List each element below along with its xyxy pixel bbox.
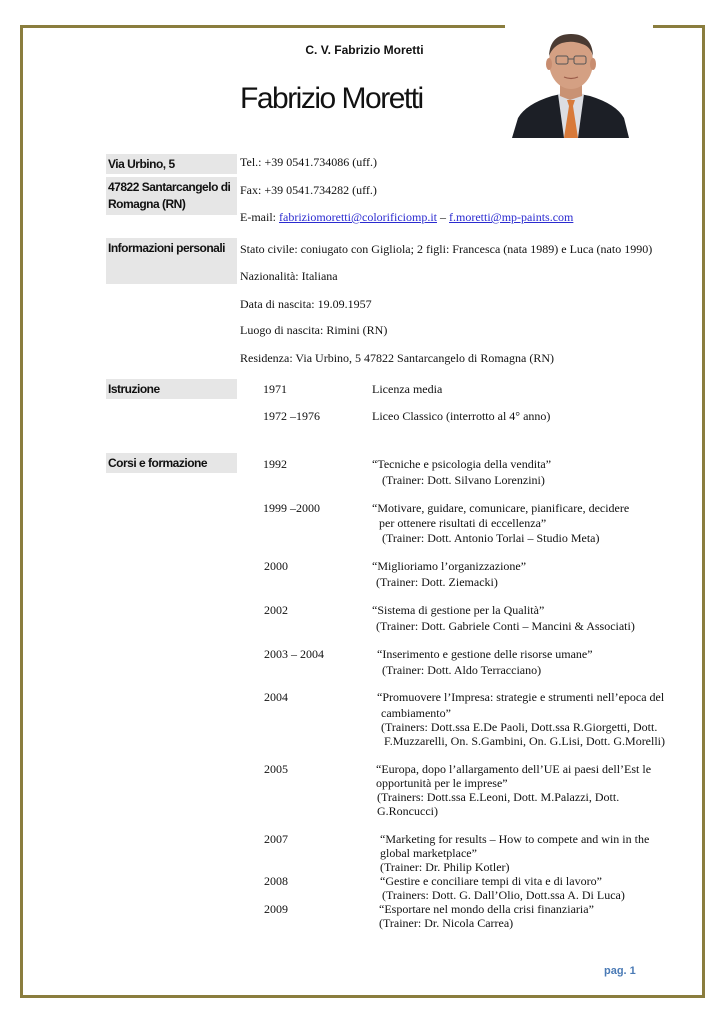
- section-label-education: Istruzione: [106, 379, 237, 399]
- course-line: “Sistema di gestione per la Qualità”: [372, 603, 545, 617]
- personal-line: Residenza: Via Urbino, 5 47822 Santarcangelo di Romagna (RN): [240, 351, 554, 365]
- course-line: (Trainers: Dott.ssa E.Leoni, Dott. M.Palazzi, Dott.: [377, 790, 620, 804]
- address-city-label: 47822 Santarcangelo di Romagna (RN): [106, 177, 237, 215]
- personal-line: Luogo di nascita: Rimini (RN): [240, 323, 388, 337]
- course-line: (Trainers: Dott.ssa E.De Paoli, Dott.ssa R.Giorgetti, Dott.: [381, 720, 658, 734]
- frame-border-left: [20, 25, 23, 998]
- course-line: “Europa, dopo l’allargamento dell’UE ai paesi dell’Est le: [376, 762, 652, 776]
- email-link-secondary[interactable]: f.moretti@mp-paints.com: [449, 210, 574, 224]
- course-year: 2004: [264, 690, 288, 704]
- course-year: 2002: [264, 603, 288, 617]
- personal-line: Data di nascita: 19.09.1957: [240, 297, 372, 311]
- course-year: 2007: [264, 832, 288, 846]
- course-line: (Trainer: Dott. Ziemacki): [376, 575, 498, 589]
- personal-line: Nazionalità: Italiana: [240, 269, 338, 283]
- course-line: global marketplace”: [380, 846, 477, 860]
- section-label-personal: Informazioni personali: [106, 238, 237, 284]
- email-label: E-mail:: [240, 210, 279, 224]
- course-line: “Tecniche e psicologia della vendita”: [372, 457, 552, 471]
- course-line: “Esportare nel mondo della crisi finanziaria”: [379, 902, 594, 916]
- course-year: 1999 –2000: [263, 501, 320, 515]
- contact-email-row: [240, 210, 573, 225]
- email-link-primary[interactable]: fabriziomoretti@colorificiomp.it: [279, 210, 438, 224]
- frame-border-right: [702, 25, 705, 998]
- course-line: (Trainer: Dr. Nicola Carrea): [379, 916, 514, 930]
- address-street-label: Via Urbino, 5: [106, 154, 237, 174]
- course-line: “Marketing for results – How to compete and win in the: [380, 832, 650, 846]
- cv-name-title: Fabrizio Moretti: [240, 82, 423, 115]
- course-line: cambiamento”: [381, 706, 451, 720]
- course-line: “Promuovere l’Impresa: strategie e strumenti nell’epoca del: [377, 690, 665, 704]
- course-year: 2000: [264, 559, 288, 573]
- education-desc: Licenza media: [372, 382, 443, 396]
- personal-line: Stato civile: coniugato con Gigliola; 2 figli: Francesca (nata 1989) e Luca (nato 1990): [240, 242, 653, 256]
- course-line: (Trainer: Dr. Philip Kotler): [380, 860, 510, 874]
- frame-border-top-right: [653, 25, 705, 28]
- education-year: 1971: [263, 382, 287, 396]
- course-year: 1992: [263, 457, 287, 471]
- page-header: C. V. Fabrizio Moretti: [305, 43, 424, 57]
- course-line: “Gestire e conciliare tempi di vita e di lavoro”: [380, 874, 602, 888]
- section-label-courses: Corsi e formazione: [106, 453, 237, 473]
- contact-fax: Fax: +39 0541.734282 (uff.): [240, 183, 377, 197]
- email-separator: –: [437, 210, 450, 224]
- frame-border-bottom: [20, 995, 705, 998]
- course-line: “Motivare, guidare, comunicare, pianificare, decidere: [372, 501, 630, 515]
- course-line: per ottenere risultati di eccellenza”: [379, 516, 547, 530]
- course-line: (Trainer: Dott. Silvano Lorenzini): [382, 473, 545, 487]
- education-year: 1972 –1976: [263, 409, 320, 423]
- course-line: F.Muzzarelli, On. S.Gambini, On. G.Lisi, Dott. G.Morelli): [384, 734, 666, 748]
- portrait-photo: [512, 26, 629, 138]
- contact-tel: Tel.: +39 0541.734086 (uff.): [240, 155, 378, 169]
- course-line: (Trainer: Dott. Aldo Terracciano): [382, 663, 542, 677]
- course-line: “Miglioriamo l’organizzazione”: [372, 559, 527, 573]
- course-line: (Trainers: Dott. G. Dall’Olio, Dott.ssa A. Di Luca): [382, 888, 625, 902]
- course-line: opportunità per le imprese”: [376, 776, 508, 790]
- course-line: (Trainer: Dott. Gabriele Conti – Mancini & Associati): [376, 619, 635, 633]
- course-year: 2009: [264, 902, 288, 916]
- education-desc: Liceo Classico (interrotto al 4° anno): [372, 409, 551, 423]
- course-line: “Inserimento e gestione delle risorse umane”: [377, 647, 593, 661]
- course-year: 2003 – 2004: [264, 647, 324, 661]
- frame-border-top-left: [20, 25, 505, 28]
- course-year: 2005: [264, 762, 288, 776]
- course-line: (Trainer: Dott. Antonio Torlai – Studio Meta): [382, 531, 600, 545]
- course-line: G.Roncucci): [377, 804, 438, 818]
- course-year: 2008: [264, 874, 288, 888]
- page-number: pag. 1: [604, 965, 636, 977]
